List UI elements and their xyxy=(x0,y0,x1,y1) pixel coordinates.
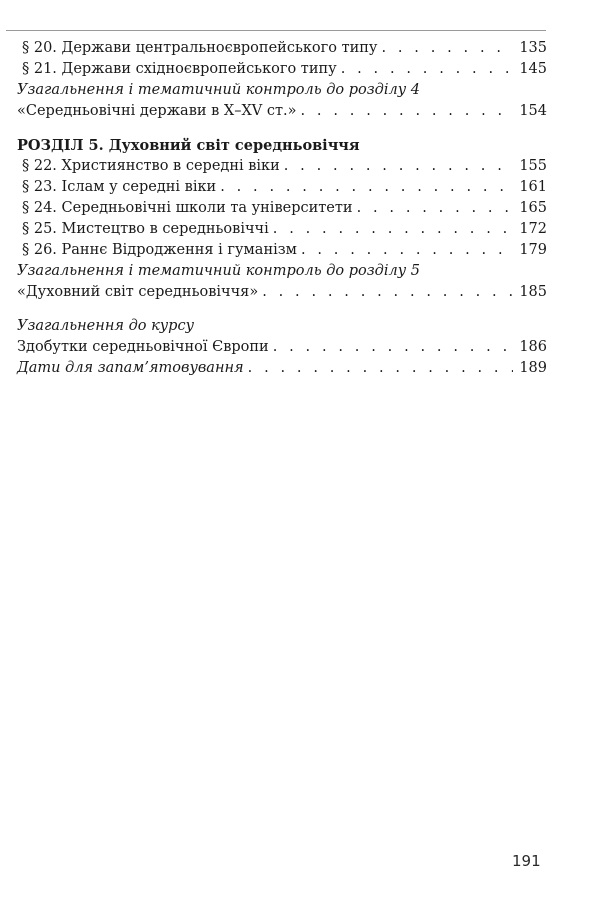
toc-entry-20[interactable] xyxy=(17,38,547,59)
toc-entry-chapter5-summary[interactable] xyxy=(17,282,547,303)
toc-entry-title: § 23. Іслам у середні віки xyxy=(22,179,217,195)
toc-entry-dates[interactable] xyxy=(17,358,547,379)
table-of-contents xyxy=(17,38,547,379)
dot-leader xyxy=(284,156,513,177)
toc-entry-title: § 26. Раннє Відродження і гуманізм xyxy=(22,242,297,258)
dot-leader xyxy=(273,219,513,240)
toc-entry-title: «Середньовічні держави в X–XV ст.» xyxy=(17,103,297,119)
dot-leader xyxy=(357,198,513,219)
toc-entry-21[interactable] xyxy=(17,59,547,80)
toc-entry-22[interactable] xyxy=(17,156,547,177)
toc-entry-page: 161 xyxy=(519,179,547,195)
dot-leader xyxy=(341,59,513,80)
toc-entry-page: 155 xyxy=(519,158,547,174)
toc-entry-page: 135 xyxy=(519,40,547,56)
dot-leader xyxy=(248,358,513,379)
dot-leader xyxy=(220,177,513,198)
toc-entry-page: 154 xyxy=(519,103,547,119)
toc-entry-page: 179 xyxy=(519,242,547,258)
page-number: 191 xyxy=(512,852,541,870)
toc-entry-title: Дати для запам’ятовування xyxy=(17,360,244,376)
toc-entry-page: 145 xyxy=(519,61,547,77)
chapter5-heading: РОЗДІЛ 5. Духовний світ середньовіччя xyxy=(17,137,360,154)
toc-entry-title: § 21. Держави східноєвропейського типу xyxy=(22,61,337,77)
dot-leader xyxy=(301,240,513,261)
top-rule xyxy=(6,30,546,31)
toc-entry-title: Здобутки середньовічної Європи xyxy=(17,339,269,355)
toc-entry-page: 186 xyxy=(519,339,547,355)
toc-entry-chapter4-summary[interactable] xyxy=(17,101,547,122)
toc-entry-page: 185 xyxy=(519,284,547,300)
toc-entry-24[interactable] xyxy=(17,198,547,219)
course-summary-caption: Узагальнення до курсу xyxy=(17,318,194,334)
toc-entry-26[interactable] xyxy=(17,240,547,261)
toc-entry-course-summary[interactable] xyxy=(17,337,547,358)
dot-leader xyxy=(381,38,513,59)
chapter4-summary-caption: Узагальнення і тематичний контроль до розділу 4 xyxy=(17,82,420,98)
toc-entry-title: § 25. Мистецтво в середньовіччі xyxy=(22,221,269,237)
toc-entry-23[interactable] xyxy=(17,177,547,198)
toc-entry-title: § 24. Середньовічні школи та університети xyxy=(22,200,353,216)
toc-entry-title: «Духовний світ середньовіччя» xyxy=(17,284,259,300)
dot-leader xyxy=(262,282,513,303)
toc-entry-page: 189 xyxy=(519,360,547,376)
toc-entry-title: § 20. Держави центральноєвропейського типу xyxy=(22,40,378,56)
dot-leader xyxy=(273,337,513,358)
dot-leader xyxy=(301,101,513,122)
toc-entry-title: § 22. Християнство в середні віки xyxy=(22,158,280,174)
chapter5-summary-caption: Узагальнення і тематичний контроль до розділу 5 xyxy=(17,263,420,279)
toc-entry-page: 172 xyxy=(519,221,547,237)
toc-entry-25[interactable] xyxy=(17,219,547,240)
toc-entry-page: 165 xyxy=(519,200,547,216)
